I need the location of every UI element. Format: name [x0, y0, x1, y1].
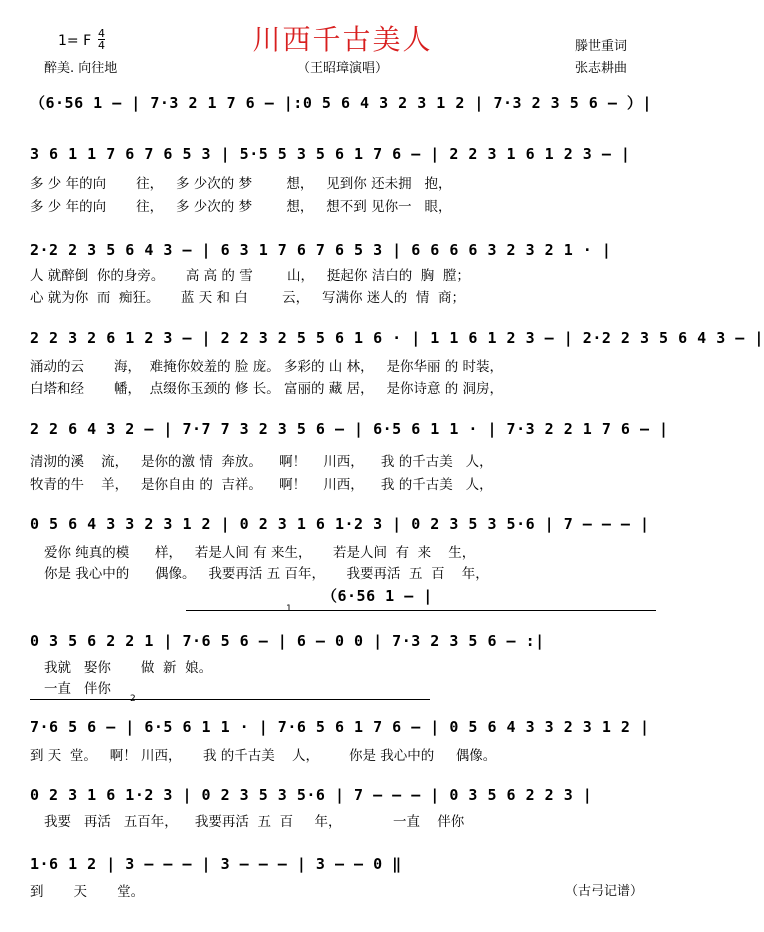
notation-line: （6·56 1 – | 7·3 2 1 7 6 – |:0 5 6 4 3 2 3 1 2 | 7·3 2 3 5 6 – ）| [30, 94, 652, 112]
lyric-line: 多 少 年的向 往， 多 少次的 梦 想， 见到你 还未拥 抱， [30, 176, 452, 192]
lyric-line: 我就 娶你 做 新 娘。 [44, 660, 213, 676]
lyric-line: 清沏的溪 流， 是你的激 情 奔放。 啊！ 川西， 我 的千古美 人， [30, 454, 493, 470]
lyric-line: 到 天 堂。 啊！ 川西， 我 的千古美 人， 你是 我心中的 偶像。 [30, 748, 497, 764]
volta-2-number: 2 [130, 694, 136, 704]
singer-credit: （王昭璋演唱） [296, 61, 388, 76]
interlude-line: （6·56 1 – | [322, 587, 433, 605]
notation-line: 3 6 1 1 7 6 7 6 5 3 | 5·5 5 3 5 6 1 7 6 – | 2 2 3 1 6 1 2 3 – | [30, 145, 631, 163]
lyric-line: 涌动的云 海， 难掩你姣羞的 脸 庞。 多彩的 山 林， 是你华丽 的 时装， [30, 359, 504, 375]
volta-1-bracket [186, 610, 656, 611]
volta-2-bracket [30, 699, 430, 700]
lyric-line: 白塔和经 幡， 点缀你玉颈的 修 长。 富丽的 藏 居， 是你诗意 的 洞房， [30, 381, 504, 397]
notation-line: 2 2 6 4 3 2 – | 7·7 7 3 2 3 5 6 – | 6·5 6 1 1 · | 7·3 2 2 1 7 6 – | [30, 420, 669, 438]
performance-mood: 醉美. 向往地 [44, 61, 118, 76]
notation-line: 1·6 1 2 | 3 – – – | 3 – – – | 3 – – 0 ‖ [30, 855, 402, 873]
key-signature: 1= F [58, 33, 92, 49]
lyric-line: 到 天 堂。 [30, 884, 145, 900]
lyric-line: 一直 伴你 [44, 681, 111, 697]
lyric-line: 牧青的牛 羊， 是你自由 的 吉祥。 啊！ 川西， 我 的千古美 人， [30, 477, 493, 493]
time-signature-top: 4 [98, 27, 105, 40]
lyric-line: 你是 我心中的 偶像。 我要再活 五 百年， 我要再活 五 百 年， [44, 566, 489, 582]
composer-credit: 张志耕曲 [575, 61, 628, 76]
lyric-line: 爱你 纯真的模 样， 若是人间 有 来生， 若是人间 有 来 生， [44, 545, 476, 561]
notation-line: 2 2 3 2 6 1 2 3 – | 2 2 3 2 5 5 6 1 6 · | 1 1 6 1 2 3 – | 2·2 2 3 5 6 4 3 – | [30, 329, 764, 347]
song-title: 川西千古美人 [252, 23, 433, 56]
lyricist-credit: 滕世重词 [575, 39, 628, 54]
volta-1-number: 1 [286, 604, 292, 614]
notation-line: 0 5 6 4 3 3 2 3 1 2 | 0 2 3 1 6 1·2 3 | 0 2 3 5 3 5·6 | 7 – – – | [30, 515, 650, 533]
time-signature-bottom: 4 [98, 39, 105, 52]
lyric-line: 心 就为你 而 痴狂。 蓝 天 和 白 云， 写满你 迷人的 情 商； [30, 290, 465, 306]
lyric-line: 我要 再活 五百年， 我要再活 五 百 年， 一直 伴你 [44, 814, 465, 830]
transcriber-credit: （古弓记谱） [565, 884, 644, 899]
notation-line: 0 2 3 1 6 1·2 3 | 0 2 3 5 3 5·6 | 7 – – – | 0 3 5 6 2 2 3 | [30, 786, 593, 804]
notation-line: 7·6 5 6 – | 6·5 6 1 1 · | 7·6 5 6 1 7 6 – | 0 5 6 4 3 3 2 3 1 2 | [30, 718, 650, 736]
notation-line: 2·2 2 3 5 6 4 3 – | 6 3 1 7 6 7 6 5 3 | 6 6 6 6 3 2 3 2 1 · | [30, 241, 612, 259]
lyric-line: 人 就醉倒 你的身旁。 高 高 的 雪 山， 挺起你 洁白的 胸 膛； [30, 268, 470, 284]
lyric-line: 多 少 年的向 往， 多 少次的 梦 想， 想不到 见你一 眼， [30, 199, 452, 215]
time-signature [98, 28, 105, 51]
notation-line: 0 3 5 6 2 2 1 | 7·6 5 6 – | 6 – 0 0 | 7·3 2 3 5 6 – :| [30, 632, 545, 650]
